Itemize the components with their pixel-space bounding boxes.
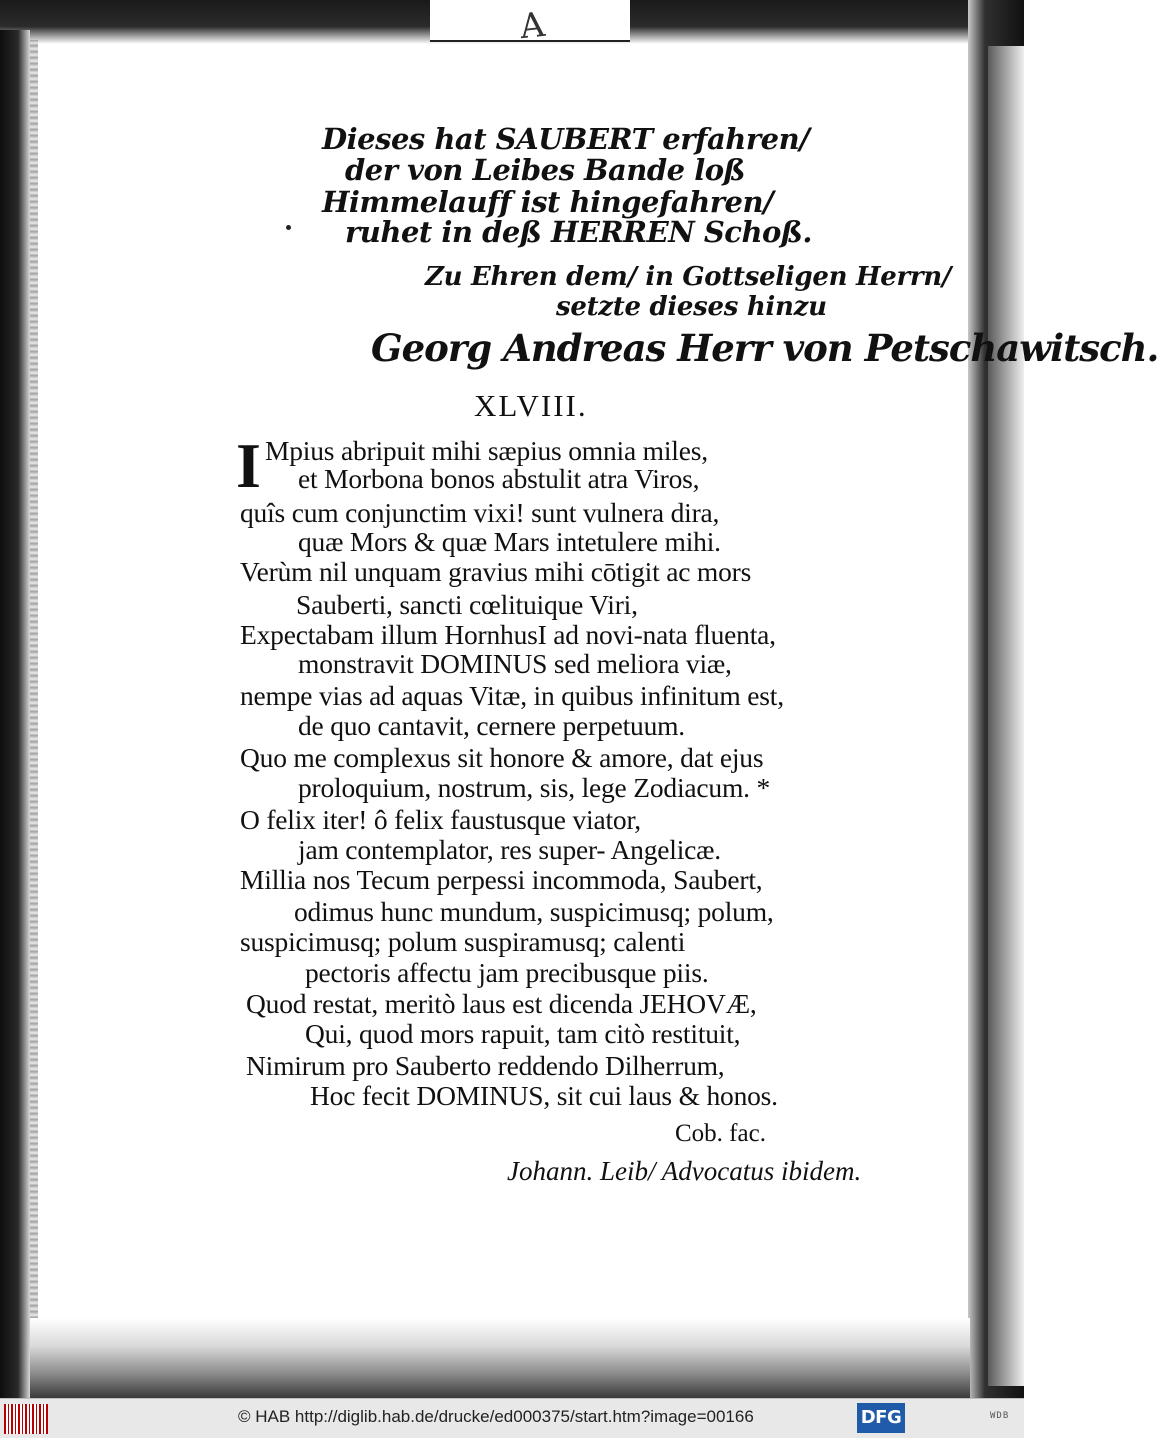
verse-line-7: Expectabam illum HornhusI ad novi-nata fluenta, (240, 619, 776, 650)
drop-cap: I (236, 430, 261, 501)
verse-line-6: Sauberti, sancti cœlituique Viri, (296, 589, 638, 620)
verse-line-5: Verùm nil unquam gravius mihi cōtigit ac mors (240, 556, 752, 587)
verse-line-2: et Morbona bonos abstulit atra Viros, (298, 463, 700, 494)
verse-line-3: quîs cum conjunctim vixi! sunt vulnera dira, (240, 497, 720, 528)
verse-line-8: monstravit DOMINUS sed meliora viæ, (298, 648, 732, 679)
german-poem-line-1: Dieses hat SAUBERT erfahren/ (322, 122, 810, 156)
verse-line-17: suspicimusq; polum suspiramusq; calenti (240, 926, 686, 957)
verse-line-12: proloquium, nostrum, sis, lege Zodiacum. * (298, 772, 771, 803)
verse-line-10: de quo cantavit, cernere perpetuum. (298, 710, 685, 741)
verse-line-22: Hoc fecit DOMINUS, sit cui laus & honos. (310, 1080, 778, 1111)
wdb-logo[interactable]: WDB (990, 1411, 1010, 1421)
bottom-page-edge (30, 1318, 970, 1398)
verse-line-1: Mpius abripuit mihi sæpius omnia miles, (265, 435, 708, 466)
handwritten-corner-mark: A (517, 4, 547, 48)
cob-fac: Cob. fac. (675, 1120, 766, 1147)
right-scan-edge (968, 0, 1024, 1398)
dedication-line-1: Zu Ehren dem/ in Gottseligen Herrn/ (425, 262, 952, 292)
viewer-footer (0, 1398, 1024, 1438)
verse-line-18: pectoris affectu jam precibusque piis. (305, 957, 709, 988)
dfg-logo[interactable]: DFG (857, 1403, 905, 1433)
verse-line-13: O felix iter! ô felix faustusque viator, (240, 804, 641, 835)
german-poem-line-4: ruhet in deß HERREN Schoß. (345, 215, 813, 249)
verse-line-16: odimus hunc mundum, suspicimusq; polum, (294, 896, 774, 927)
german-poem-line-2: der von Leibes Bande loß (345, 153, 746, 187)
verse-line-15: Millia nos Tecum perpessi incommoda, Saubert, (240, 864, 763, 895)
dedication-line-2: setzte dieses hinzu (556, 292, 827, 322)
barcode-icon (4, 1404, 48, 1434)
left-binding-edge (0, 30, 30, 1398)
signature: Johann. Leib/ Advocatus ibidem. (507, 1156, 862, 1186)
verse-line-9: nempe vias ad aquas Vitæ, in quibus infinitum est, (240, 680, 784, 711)
verse-line-20: Qui, quod mors rapuit, tam citò restituit, (305, 1018, 741, 1049)
german-poem-line-3: Himmelauff ist hingefahren/ (322, 185, 774, 219)
poem-number-heading: XLVIII. (474, 388, 588, 423)
verse-line-14: jam contemplator, res super- Angelicæ. (298, 834, 721, 865)
top-scan-edge (0, 0, 1024, 44)
margin-dot (286, 225, 291, 230)
verse-line-19: Quod restat, meritò laus est dicenda JEHOVÆ, (246, 988, 757, 1019)
verse-line-11: Quo me complexus sit honore & amore, dat ejus (240, 742, 764, 773)
author-name: Georg Andreas Herr von Petschawitsch. (371, 326, 1158, 370)
verse-line-21: Nimirum pro Sauberto reddendo Dilherrum, (246, 1050, 725, 1081)
left-page-stack (30, 40, 38, 1370)
verse-line-4: quæ Mors & quæ Mars intetulere mihi. (298, 526, 721, 557)
source-credit-link[interactable]: © HAB http://diglib.hab.de/drucke/ed000375/start.htm?image=00166 (238, 1407, 754, 1426)
